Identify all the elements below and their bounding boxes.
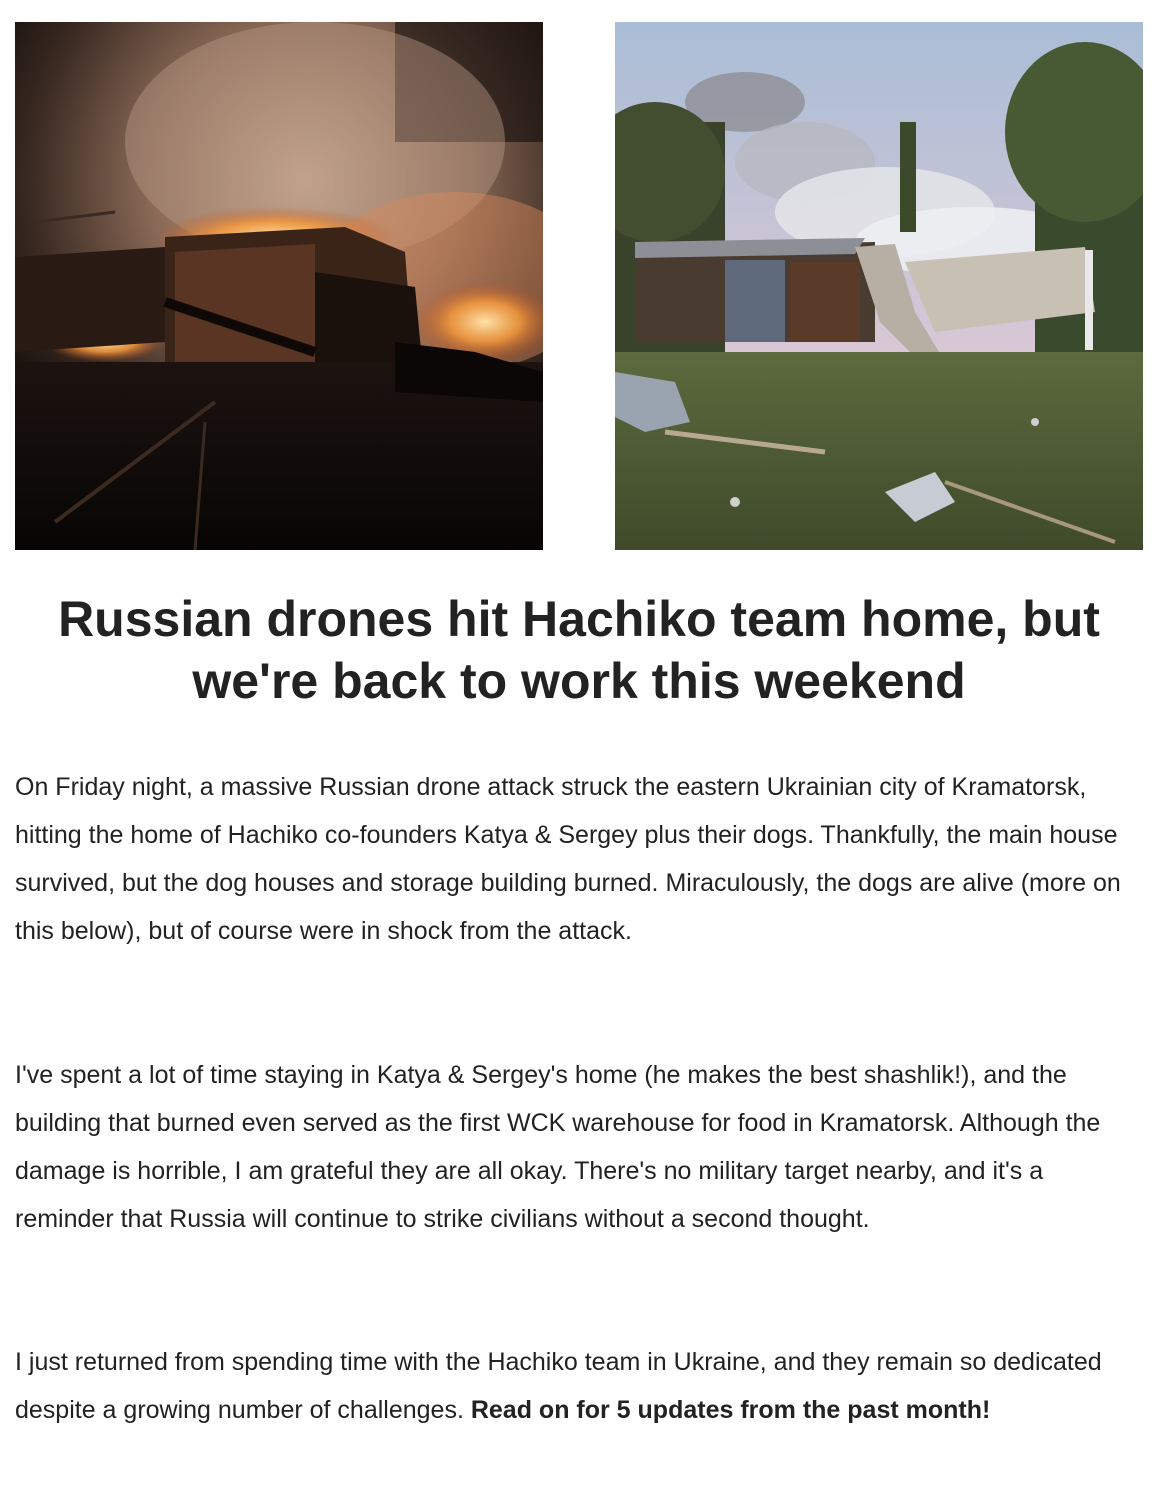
destroyed-shed-photo (615, 22, 1143, 550)
article-paragraph-2: I've spent a lot of time staying in Katya & Sergey's home (he makes the best shashlik!), and the building that burned even served as the first WCK warehouse for food in Kramatorsk. Although the damage is horrible, I am grateful they are all okay. There's no military target nearby, and it's a reminder that Russia will continue to strike civilians without a second thought. (15, 1061, 1101, 1233)
destroyed-shed-daytime-icon (615, 22, 1143, 550)
read-on-callout: Read on for 5 updates from the past month! (470, 1396, 991, 1424)
burning-building-photo (15, 22, 543, 550)
burning-building-night-icon (15, 22, 543, 550)
article-paragraph-1: On Friday night, a massive Russian drone attack struck the eastern Ukrainian city of Kramatorsk, hitting the home of Hachiko co-founders Katya & Sergey plus their dogs. Thankfully, the main house survived, but the dog houses and storage building burned. Miraculously, the dogs are alive (more on this below), but of course were in shock from the attack. (15, 773, 1121, 945)
article-paragraph-3 (15, 1338, 1143, 1434)
paragraph-3-text: I just returned from spending time with the Hachiko team in Ukraine, and they remain so dedicated despite a growing number of challenges. (15, 1348, 1102, 1424)
article-headline: Russian drones hit Hachiko team home, but we're back to work this weekend (58, 591, 1100, 709)
photo-row (15, 22, 1143, 550)
